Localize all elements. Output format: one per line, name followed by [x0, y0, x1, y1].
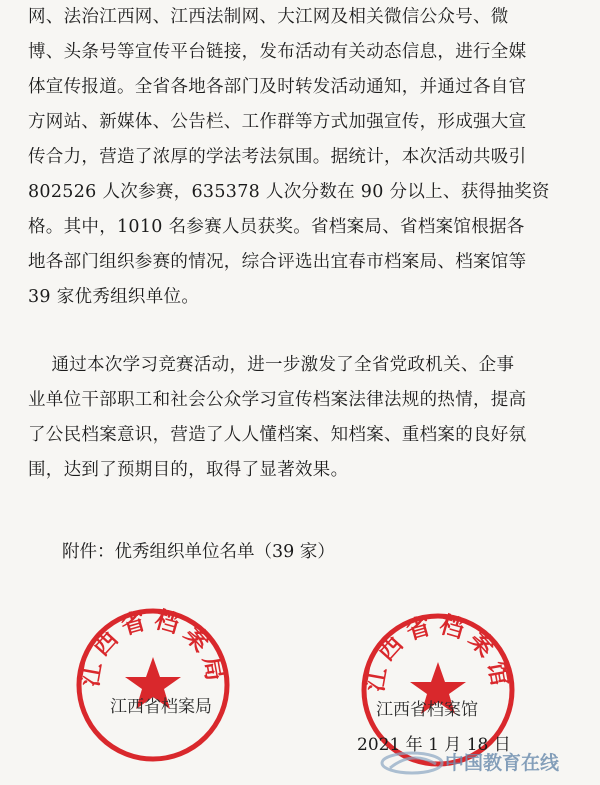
document-date: 2021 年 1 月 18 日	[357, 735, 511, 755]
text-line: 802526 人次参赛，635378 人次分数在 90 分以上、获得抽奖资	[28, 182, 550, 202]
paragraph-1	[28, 0, 580, 315]
signature-label-1: 江西省档案局	[110, 697, 212, 717]
text-line: 业单位干部职工和社会公众学习宣传档案法律法规的热情，提高	[28, 390, 527, 410]
text-line: 体宣传报道。全省各地各部门及时转发活动通知，并通过各自官	[28, 77, 527, 97]
text-line: 传合力，营造了浓厚的学法考法氛围。据统计，本次活动共吸引	[28, 147, 527, 167]
text-line: 通过本次学习竞赛活动，进一步激发了全省党政机关、企事	[28, 355, 515, 375]
text-line: 网、法治江西网、江西法制网、大江网及相关微信公众号、微	[28, 7, 509, 27]
watermark-text: 中国教育在线	[445, 752, 560, 774]
text-line: 格。其中，1010 名参赛人员获奖。省档案局、省档案馆根据各	[28, 217, 525, 237]
text-line: 了公民档案意识，营造了人人懂档案、知档案、重档案的良好氛	[28, 425, 527, 445]
seal-1-text: 江西省档案局	[74, 605, 232, 689]
text-line: 博、头条号等宣传平台链接，发布活动有关动态信息，进行全媒	[28, 42, 527, 62]
signature-label-2: 江西省档案馆	[376, 700, 478, 720]
attachment-note: 附件：优秀组织单位名单（39 家）	[62, 542, 335, 562]
text-line: 地各部门组织参赛的情况，综合评选出宜春市档案局、档案馆等	[28, 252, 527, 272]
text-line: 围，达到了预期目的，取得了显著效果。	[28, 460, 349, 480]
paragraph-2	[28, 348, 580, 488]
text-line: 39 家优秀组织单位。	[28, 287, 200, 307]
official-seal-1	[73, 605, 233, 765]
text-line: 方网站、新媒体、公告栏、工作群等方式加强宣传，形成强大宣	[28, 112, 527, 132]
seal-2-text: 江西省档案馆	[359, 610, 517, 694]
